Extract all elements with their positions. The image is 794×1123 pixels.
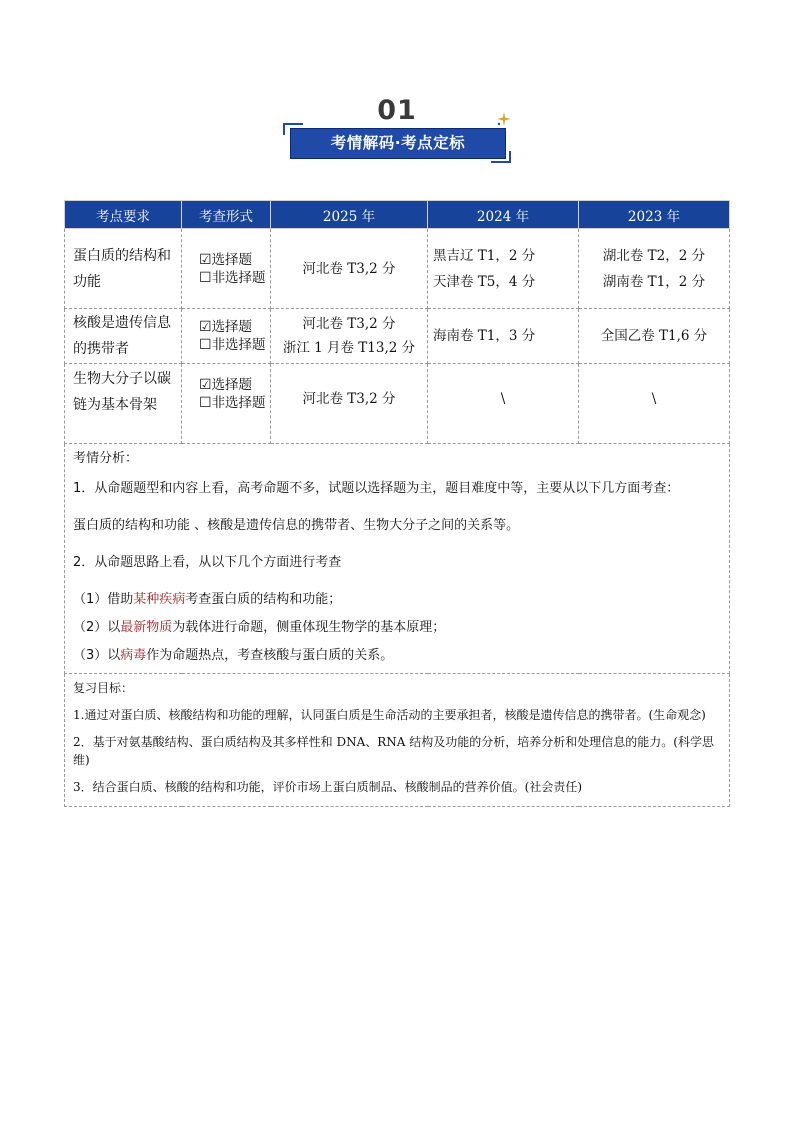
unchecked-box-icon: ☐ bbox=[199, 337, 212, 353]
checked-box-icon: ☑ bbox=[199, 319, 212, 335]
review-title: 复习目标： bbox=[73, 681, 134, 695]
analysis-row bbox=[65, 444, 730, 674]
unchecked-box-icon: ☐ bbox=[199, 395, 212, 411]
review-row bbox=[65, 674, 730, 807]
analysis-subpoint: （3）以病毒作为命题热点，考查核酸与蛋白质的关系。 bbox=[73, 648, 394, 663]
form-cell: ☑选择题 ☐非选择题 bbox=[182, 309, 271, 364]
analysis-subpoint: （2）以最新物质为载体进行命题，侧重体现生物学的基本原理； bbox=[73, 620, 446, 635]
review-section bbox=[65, 674, 730, 807]
exam-table bbox=[64, 200, 730, 807]
topic-cell: 蛋白质的结构和 功能 bbox=[65, 229, 182, 309]
year-2024-cell: 黑吉辽 T1，2 分 天津卷 T5，4 分 bbox=[428, 229, 579, 309]
review-goal: 1.通过对蛋白质、核酸结构和功能的理解，认同蛋白质是生命活动的主要承担者，核酸是遗传信息的携带者。(生命观念) bbox=[73, 708, 706, 722]
column-header: 考点要求 bbox=[65, 201, 182, 229]
year-2025-cell: 河北卷 T3,2 分 bbox=[271, 229, 428, 309]
review-goal: 3．结合蛋白质、核酸的结构和功能，评价市场上蛋白质制品、核酸制品的营养价值。(社会责任) bbox=[73, 780, 583, 794]
year-2024-cell: \ bbox=[428, 364, 579, 444]
table-row bbox=[65, 229, 730, 309]
column-header: 2024 年 bbox=[428, 201, 579, 229]
analysis-section bbox=[65, 444, 730, 674]
section-number: 01 bbox=[377, 95, 417, 126]
checked-box-icon: ☑ bbox=[199, 251, 212, 268]
column-header: 2025 年 bbox=[271, 201, 428, 229]
year-2023-cell: 湖北卷 T2，2 分 湖南卷 T1，2 分 bbox=[579, 229, 730, 309]
analysis-paragraph: 1．从命题题型和内容上看，高考命题不多，试题以选择题为主，题目难度中等，主要从以下几方面考查： bbox=[73, 481, 680, 496]
review-goal: 2．基于对氨基酸结构、蛋白质结构及其多样性和 DNA、RNA 结构及功能的分析，培养分析和处理信息的能力。(科学思维) bbox=[73, 735, 714, 767]
table-row bbox=[65, 364, 730, 444]
unchecked-box-icon: ☐ bbox=[199, 269, 212, 286]
checked-box-icon: ☑ bbox=[199, 377, 212, 393]
table-row bbox=[65, 309, 730, 364]
form-cell: ☑选择题 ☐非选择题 bbox=[182, 364, 271, 444]
analysis-paragraph: 蛋白质的结构和功能 、核酸是遗传信息的携带者、生物大分子之间的关系等。 bbox=[73, 518, 520, 533]
analysis-title: 考情分析： bbox=[73, 451, 139, 466]
year-2025-cell: 河北卷 T3,2 分 浙江 1 月卷 T13,2 分 bbox=[271, 309, 428, 364]
analysis-paragraph: 2．从命题思路上看，从以下几个方面进行考查 bbox=[73, 555, 342, 570]
topic-cell: 核酸是遗传信息 的携带者 bbox=[65, 309, 182, 364]
topic-cell: 生物大分子以碳 链为基本骨架 bbox=[65, 364, 182, 444]
year-2024-cell: 海南卷 T1，3 分 bbox=[428, 309, 579, 364]
column-header: 考查形式 bbox=[182, 201, 271, 229]
year-2023-cell: 全国乙卷 T1,6 分 bbox=[579, 309, 730, 364]
year-2023-cell: \ bbox=[579, 364, 730, 444]
year-2025-cell: 河北卷 T3,2 分 bbox=[271, 364, 428, 444]
column-header: 2023 年 bbox=[579, 201, 730, 229]
analysis-subpoint: （1）借助某种疾病考查蛋白质的结构和功能； bbox=[73, 592, 342, 607]
form-cell: ☑选择题 ☐非选择题 bbox=[182, 229, 271, 309]
table-header-row bbox=[65, 201, 730, 229]
section-title: 考情解码·考点定标 bbox=[290, 128, 506, 159]
